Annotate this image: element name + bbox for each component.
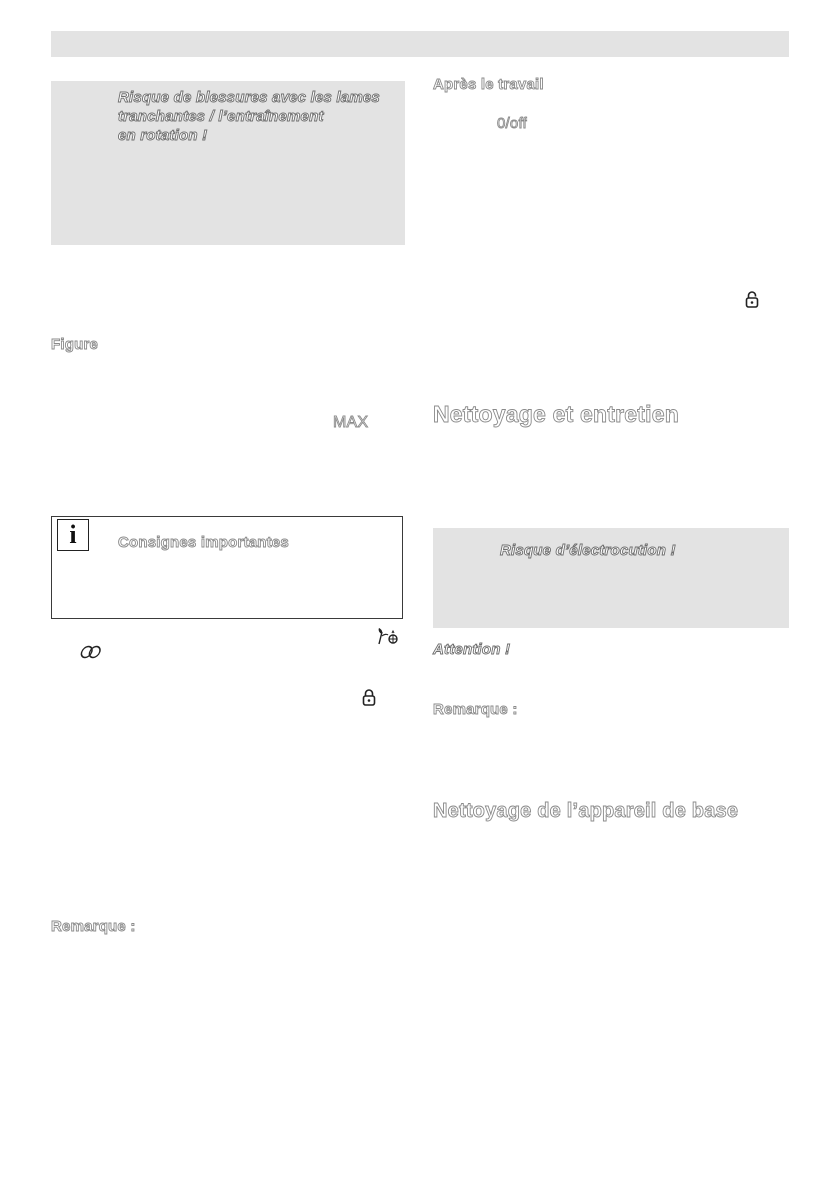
blade-warning-line-3: en rotation ! [118,127,208,144]
lock-open-icon [745,290,759,308]
onoff-label: 0/off [497,115,527,132]
blade-warning-line-1: Risque de blessures avec les lames [118,89,380,106]
herb-speed-icon [376,626,400,646]
important-notes-title: Consignes importantes [118,534,289,551]
after-work-heading: Après le travail [433,76,544,93]
attention-label: Attention ! [433,641,511,658]
info-icon: i [57,519,89,551]
base-unit-cleaning-heading: Nettoyage de l’appareil de base [433,800,739,822]
figure-label: Figure [51,336,99,353]
lock-closed-icon [362,688,376,706]
page-header-bar [51,31,789,57]
cleaning-maintenance-heading: Nettoyage et entretien [433,401,679,427]
electrocution-warning-text: Risque d’électrocution ! [500,542,676,559]
important-notes-box [51,516,403,619]
pulse-icon [78,645,102,659]
right-remark-label: Remarque : [433,701,518,718]
blade-warning-line-2: tranchantes / l’entraînement [118,108,324,125]
max-label: MAX [333,414,369,431]
left-remark-label: Remarque : [51,918,136,935]
